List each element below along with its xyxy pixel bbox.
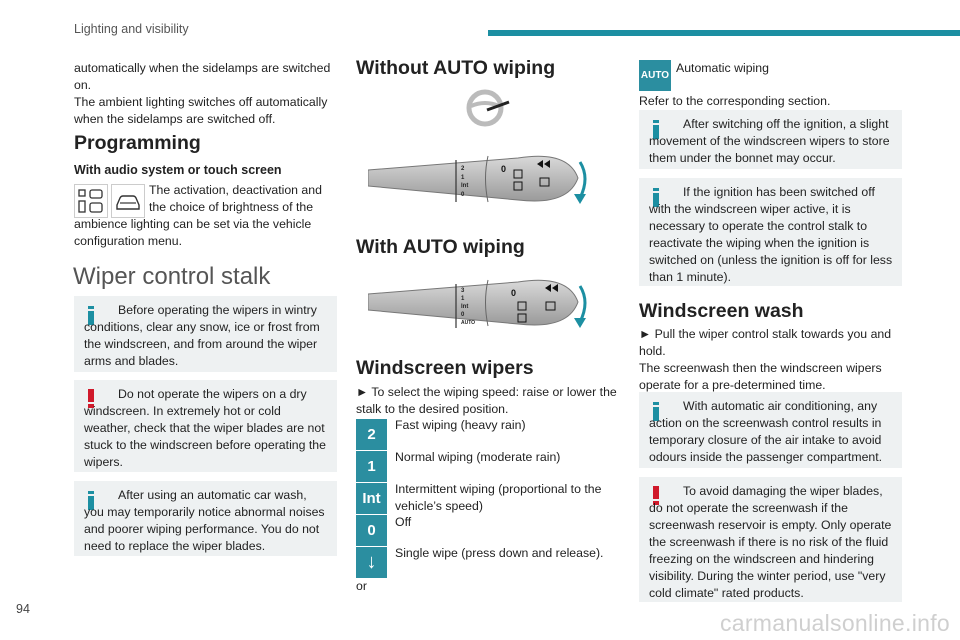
page-number: 94 [16, 602, 30, 616]
note-reactivate-wiping: If the ignition has been switched off with the windscreen wiper active, it is necessary to operate the control stalk to reactivate the wiping when the ignition is switched on (unless the ignition is off for less than 1 minute). [639, 178, 902, 286]
wiper-stalk-heading: Wiper control stalk [73, 263, 271, 290]
windscreen-wipers-heading: Windscreen wipers [356, 357, 534, 379]
select-speed-line-2: stalk to the desired position. [356, 402, 509, 416]
note-ignition-off-movement: After switching off the ignition, a slight movement of the windscreen wipers to store them under the bonnet may occur. [639, 110, 902, 169]
svg-text:2: 2 [461, 166, 465, 172]
note-car-wash: After using an automatic car wash, you may temporarily notice abnormal noises and poorer wiping performance. You do not need to replace the wiper blades. [74, 481, 337, 556]
svg-text:Int: Int [461, 304, 469, 310]
intro-line-4: when the sidelamps are switched off. [74, 112, 276, 126]
note-dry-windscreen: Do not operate the wipers on a dry windscreen. In extremely hot or cold weather, check that the wiper blades are not stuck to the windscreen before operating the wipers. [74, 380, 337, 472]
auto-label: Automatic wiping [676, 61, 769, 75]
svg-text:0: 0 [461, 312, 465, 318]
svg-text:Int: Int [461, 183, 469, 189]
speed-1-desc: Normal wiping (moderate rain) [395, 450, 561, 464]
intro-line-2: on. [74, 78, 92, 92]
prog-line-4: configuration menu. [74, 234, 183, 248]
without-auto-heading: Without AUTO wiping [356, 57, 556, 79]
single-wipe-desc: Single wipe (press down and release). [395, 546, 604, 560]
speed-int-badge: Int [356, 483, 387, 514]
section-title: Lighting and visibility [74, 22, 189, 36]
wiper-stalk-diagram [368, 142, 600, 214]
svg-text:0: 0 [511, 288, 517, 298]
speed-1-badge: 1 [356, 451, 387, 482]
header-accent-bar [488, 30, 960, 36]
watermark: carmanualsonline.info [719, 610, 950, 636]
prog-line-2: the choice of brightness of the [149, 200, 314, 214]
auto-badge: AUTO [639, 60, 671, 91]
note-air-conditioning: With automatic air conditioning, any action on the screenwash control results in temporary closure of the air intake to avoid odours inside the passenger compartment. [639, 392, 902, 468]
speed-0-badge: 0 [356, 515, 387, 546]
speed-0-desc: Off [395, 515, 412, 529]
wiper-stalk-auto-diagram [368, 266, 600, 338]
with-auto-heading: With AUTO wiping [356, 236, 525, 258]
prog-line-3: ambience lighting can be set via the vehicle [74, 217, 312, 231]
svg-text:0: 0 [501, 164, 507, 174]
wash-line-2: hold. [639, 344, 666, 358]
wash-line-1: ► Pull the wiper control stalk towards you and [639, 327, 892, 341]
svg-text:1: 1 [461, 175, 465, 181]
audio-system-icon [74, 184, 108, 218]
wash-line-3: The screenwash then the windscreen wipers [639, 361, 882, 375]
speed-2-badge: 2 [356, 419, 387, 450]
intro-line-3: The ambient lighting switches off automatically [74, 95, 328, 109]
refer-text: Refer to the corresponding section. [639, 94, 831, 108]
svg-text:1: 1 [461, 296, 465, 302]
intro-line-1: automatically when the sidelamps are switched [74, 61, 331, 75]
speed-int-desc: Intermittent wiping (proportional to the vehicle’s speed) [395, 482, 602, 513]
svg-text:0: 0 [461, 192, 465, 198]
note-wintry-conditions: Before operating the wipers in wintry conditions, clear any snow, ice or frost from the windscreen, and from around the wiper arms and blades. [74, 296, 337, 372]
car-icon [111, 184, 145, 218]
svg-text:3: 3 [461, 288, 465, 294]
speed-2-desc: Fast wiping (heavy rain) [395, 418, 526, 432]
windscreen-wash-heading: Windscreen wash [639, 300, 804, 322]
prog-line-1: The activation, deactivation and [149, 183, 322, 197]
programming-heading: Programming [74, 132, 201, 154]
steering-wheel-icon [465, 88, 511, 128]
audio-subheading: With audio system or touch screen [74, 163, 282, 177]
wash-line-4: operate for a pre-determined time. [639, 378, 826, 392]
or-text: or [356, 579, 367, 593]
select-speed-line-1: ► To select the wiping speed: raise or lower the [356, 385, 617, 399]
note-screenwash-reservoir: To avoid damaging the wiper blades, do not operate the screenwash if the screenwash reservoir is empty. Only operate the screenwash if there is no risk of the fluid freezing on the windscreen and hindering visibility. During the winter period, use "very cold climate" rated products. [639, 477, 902, 602]
svg-text:AUTO: AUTO [461, 320, 476, 326]
single-wipe-badge: ↓ [356, 547, 387, 578]
